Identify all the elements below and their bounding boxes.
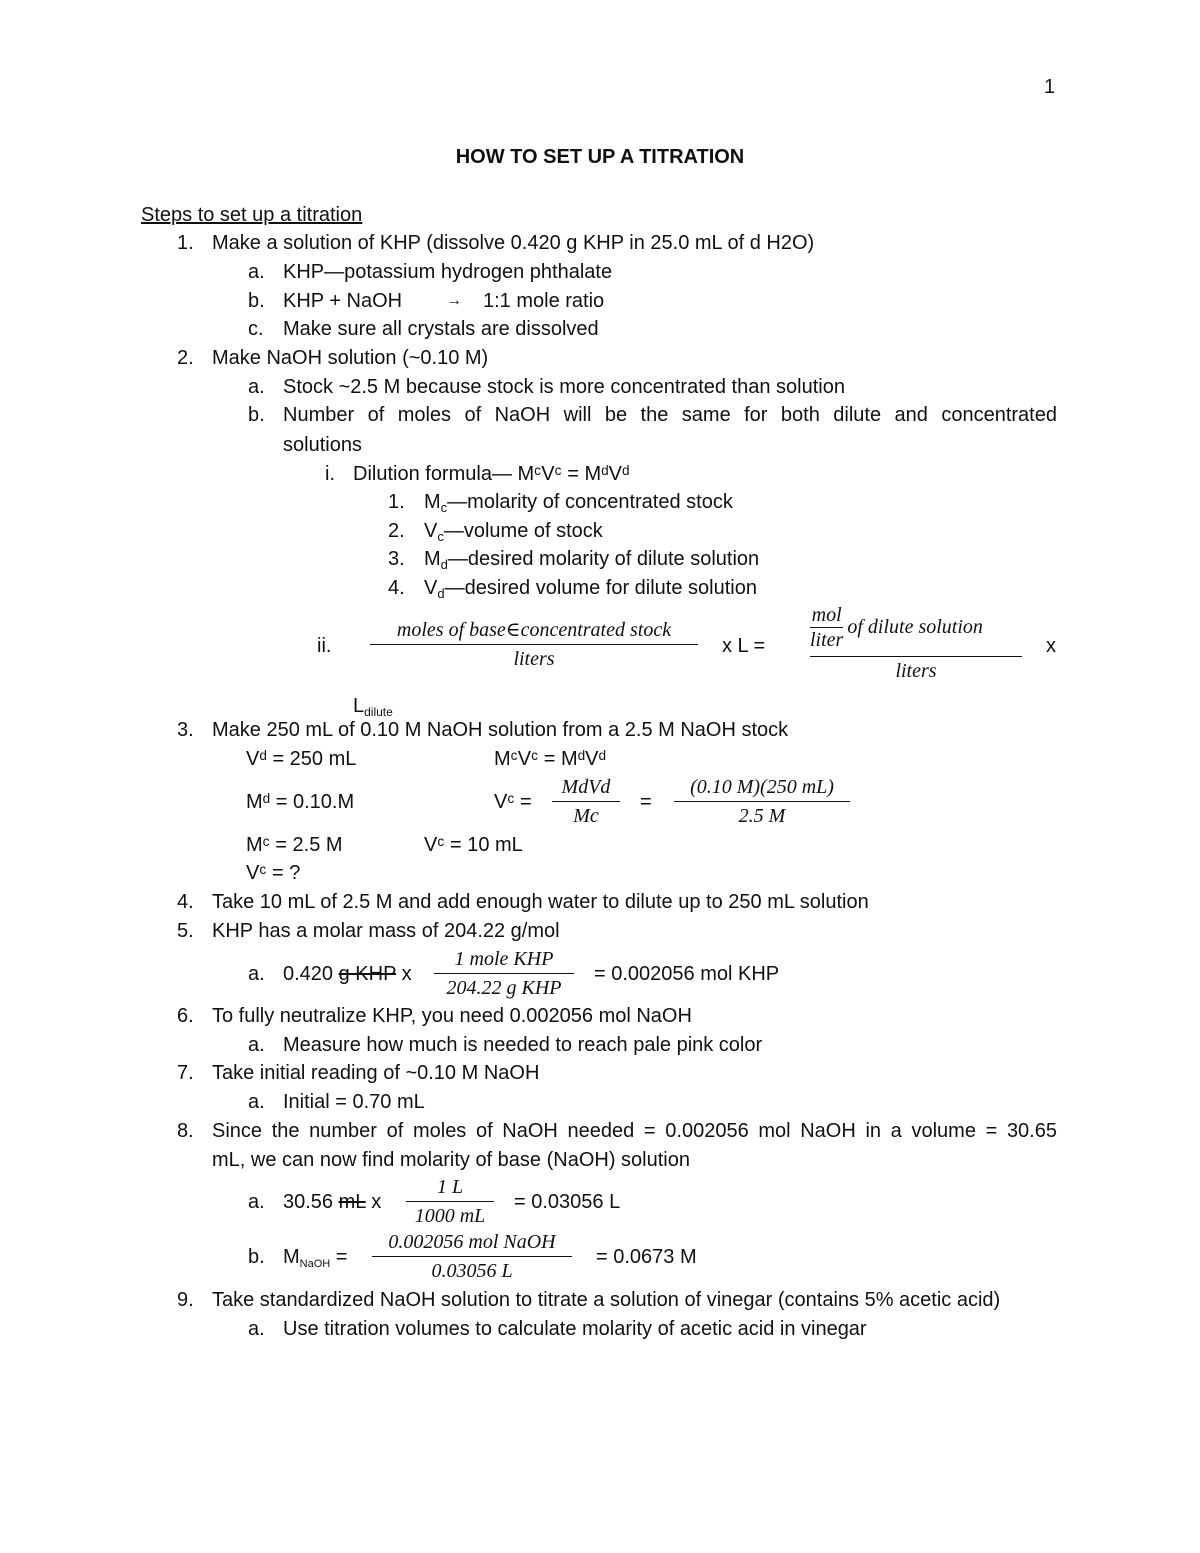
- vc-result: Vᶜ = 10 mL: [424, 834, 523, 856]
- step-1b-left: KHP + NaOH: [283, 290, 403, 312]
- section-heading: Steps to set up a titration: [141, 204, 363, 226]
- ml-to-l-fraction: [406, 1175, 494, 1228]
- calculation-bar: [674, 801, 850, 802]
- step-5-number: 5.: [177, 920, 194, 942]
- mdvd-bar: [552, 801, 620, 802]
- step-5a-letter: a.: [248, 963, 265, 985]
- times-liters-equals: x L =: [722, 635, 766, 657]
- step-5-text: KHP has a molar mass of 204.22 g/mol: [212, 920, 560, 942]
- step-8a-letter: a.: [248, 1191, 265, 1213]
- def-1-description: —molarity of concentrated stock: [447, 491, 733, 513]
- step-1b-right: 1:1 mole ratio: [483, 290, 605, 312]
- def-1-text: [424, 490, 733, 514]
- def-2-number: 2.: [388, 520, 405, 542]
- cancelled-unit: g KHP: [338, 963, 397, 985]
- step-3-text: Make 250 mL of 0.10 M NaOH solution from a 2.5 M NaOH stock: [212, 719, 789, 741]
- step-1c-text: Make sure all crystals are dissolved: [283, 318, 599, 340]
- liters-symbol: L: [353, 695, 365, 717]
- step-2b-letter: b.: [248, 404, 265, 426]
- fraction-numerator: moles of base∈concentrated stock: [396, 619, 672, 641]
- outer-bar: [810, 656, 1022, 657]
- step-2b-line1: Number of moles of NaOH will be the same for both dilute and concentrated: [283, 404, 1057, 426]
- mol-per-liter: [810, 603, 843, 652]
- step-7a-letter: a.: [248, 1091, 265, 1113]
- step-2a-letter: a.: [248, 376, 265, 398]
- step-7-text: Take initial reading of ~0.10 M NaOH: [212, 1062, 540, 1084]
- calculation-numerator: (0.10 M)(250 mL): [690, 776, 834, 798]
- moles-khp-result: = 0.002056 mol KHP: [594, 963, 780, 985]
- inner-tail: of dilute solution: [847, 616, 983, 638]
- step-2a-text: Stock ~2.5 M because stock is more concentrated than solution: [283, 376, 845, 398]
- liters-result: = 0.03056 L: [514, 1191, 621, 1213]
- times-sign: x: [365, 1191, 382, 1213]
- step-1-number: 1.: [177, 232, 194, 254]
- fraction-bar: [370, 644, 698, 645]
- page-title: HOW TO SET UP A TITRATION: [455, 146, 745, 168]
- page-number: 1: [1044, 76, 1056, 98]
- dilution-formula-label: Dilution formula—: [353, 463, 518, 485]
- dilution-formula-line: [353, 462, 630, 486]
- molarity-bar: [372, 1256, 572, 1257]
- mdvd-numerator: MdVd: [561, 776, 611, 798]
- step-1c-letter: c.: [248, 318, 264, 340]
- step-2-text: Make NaOH solution (~0.10 M): [212, 347, 489, 369]
- molar-mass-fraction: [434, 947, 574, 1000]
- volume-value: 30.56: [283, 1191, 339, 1213]
- mc-denominator: Mc: [573, 805, 599, 827]
- def-1-subscript: c: [440, 500, 448, 515]
- reaction-arrow: →: [446, 292, 462, 309]
- liters-dilute: [353, 694, 393, 718]
- step-1-text: Make a solution of KHP (dissolve 0.420 g KHP in 25.0 mL of d H2O): [212, 232, 815, 254]
- step-6a-text: Measure how much is needed to reach pale pink color: [283, 1034, 763, 1056]
- step-8-line1: Since the number of moles of NaOH needed = 0.002056 mol NaOH in a volume = 30.65: [212, 1120, 1057, 1142]
- dilute-subscript: dilute: [364, 705, 393, 719]
- molar-mass-bar: [434, 973, 574, 974]
- step-8a-expression: [283, 1190, 381, 1214]
- molar-mass-denominator: 204.22 g KHP: [446, 977, 562, 999]
- step-1a-text: KHP—potassium hydrogen phthalate: [283, 261, 613, 283]
- def-4-subscript: d: [437, 586, 445, 601]
- step-5a-expression: [283, 962, 412, 986]
- def-1-number: 1.: [388, 491, 405, 513]
- step-1a-letter: a.: [248, 261, 265, 283]
- def-2-symbol: V: [424, 520, 438, 542]
- step-9a-text: Use titration volumes to calculate molarity of acetic acid in vinegar: [283, 1318, 867, 1340]
- step-2i-numeral: i.: [325, 463, 335, 485]
- vc-equation-label: Vᶜ =: [494, 791, 532, 813]
- calculation-fraction: [674, 775, 850, 828]
- naoh-subscript: NaOH: [299, 1258, 331, 1270]
- conversion-numerator: 1 L: [436, 1176, 464, 1198]
- moles-per-liter-fraction: [370, 618, 698, 671]
- mc-given: Mᶜ = 2.5 M: [246, 834, 343, 856]
- equals-sign: =: [330, 1246, 348, 1268]
- def-3-text: [424, 547, 759, 571]
- step-3-number: 3.: [177, 719, 194, 741]
- step-1b-letter: b.: [248, 290, 265, 312]
- step-7-number: 7.: [177, 1062, 194, 1084]
- def-4-number: 4.: [388, 577, 405, 599]
- step-8-number: 8.: [177, 1120, 194, 1142]
- def-4-text: [424, 576, 757, 600]
- step-8-line2: mL, we can now find molarity of base (NaOH) solution: [212, 1149, 690, 1171]
- molarity-naoh-label: [283, 1245, 347, 1269]
- def-1-symbol: M: [424, 491, 441, 513]
- compound-numerator: [810, 603, 1022, 652]
- def-4-description: —desired volume for dilute solution: [444, 577, 757, 599]
- equals-sign: =: [640, 791, 652, 813]
- times-sign: x: [396, 963, 412, 985]
- def-3-description: —desired molarity of dilute solution: [447, 548, 760, 570]
- def-2-description: —volume of stock: [443, 520, 603, 542]
- inner-numerator: mol: [811, 604, 842, 626]
- step-4-number: 4.: [177, 891, 194, 913]
- step-9-text: Take standardized NaOH solution to titrate a solution of vinegar (contains 5% acetic acid): [212, 1289, 1001, 1311]
- def-2-subscript: c: [437, 529, 444, 544]
- dilute-molarity-fraction: [810, 603, 1022, 683]
- md-given: Mᵈ = 0.10.M: [246, 791, 355, 813]
- molarity-fraction: [372, 1230, 572, 1283]
- molarity-numerator: 0.002056 mol NaOH: [388, 1231, 556, 1253]
- fraction-denominator: liters: [513, 648, 555, 670]
- step-2-number: 2.: [177, 347, 194, 369]
- step-6a-letter: a.: [248, 1034, 265, 1056]
- step-4-text: Take 10 mL of 2.5 M and add enough water to dilute up to 250 mL solution: [212, 891, 869, 913]
- step-8b-letter: b.: [248, 1246, 265, 1268]
- mass-value: 0.420: [283, 963, 339, 985]
- molarity-symbol: M: [283, 1246, 300, 1268]
- cancelled-unit: mL: [338, 1191, 366, 1213]
- vd-given: Vᵈ = 250 mL: [246, 748, 357, 770]
- inner-denominator: liter: [810, 629, 844, 651]
- outer-denominator: liters: [895, 660, 937, 682]
- mdvd-over-mc-fraction: [552, 775, 620, 828]
- def-4-symbol: V: [424, 577, 438, 599]
- step-2ii-numeral: ii.: [317, 635, 332, 657]
- def-2-text: [424, 519, 603, 543]
- times-sign: x: [1046, 635, 1056, 657]
- molar-mass-numerator: 1 mole KHP: [454, 948, 554, 970]
- step-9a-letter: a.: [248, 1318, 265, 1340]
- step-2b-line2: solutions: [283, 434, 362, 456]
- dilution-formula-repeat: MᶜVᶜ = MᵈVᵈ: [494, 748, 607, 770]
- step-9-number: 9.: [177, 1289, 194, 1311]
- def-3-number: 3.: [388, 548, 405, 570]
- dilution-formula: MᶜVᶜ = MᵈVᵈ: [517, 463, 630, 485]
- calculation-denominator: 2.5 M: [738, 805, 786, 827]
- step-7a-text: Initial = 0.70 mL: [283, 1091, 425, 1113]
- conversion-denominator: 1000 mL: [414, 1205, 486, 1227]
- molarity-denominator: 0.03056 L: [431, 1260, 513, 1282]
- step-6-number: 6.: [177, 1005, 194, 1027]
- step-6-text: To fully neutralize KHP, you need 0.002056 mol NaOH: [212, 1005, 692, 1027]
- def-3-subscript: d: [440, 557, 448, 572]
- def-3-symbol: M: [424, 548, 441, 570]
- conversion-bar: [406, 1201, 494, 1202]
- molarity-result: = 0.0673 M: [596, 1246, 697, 1268]
- vc-unknown: Vᶜ = ?: [246, 862, 301, 884]
